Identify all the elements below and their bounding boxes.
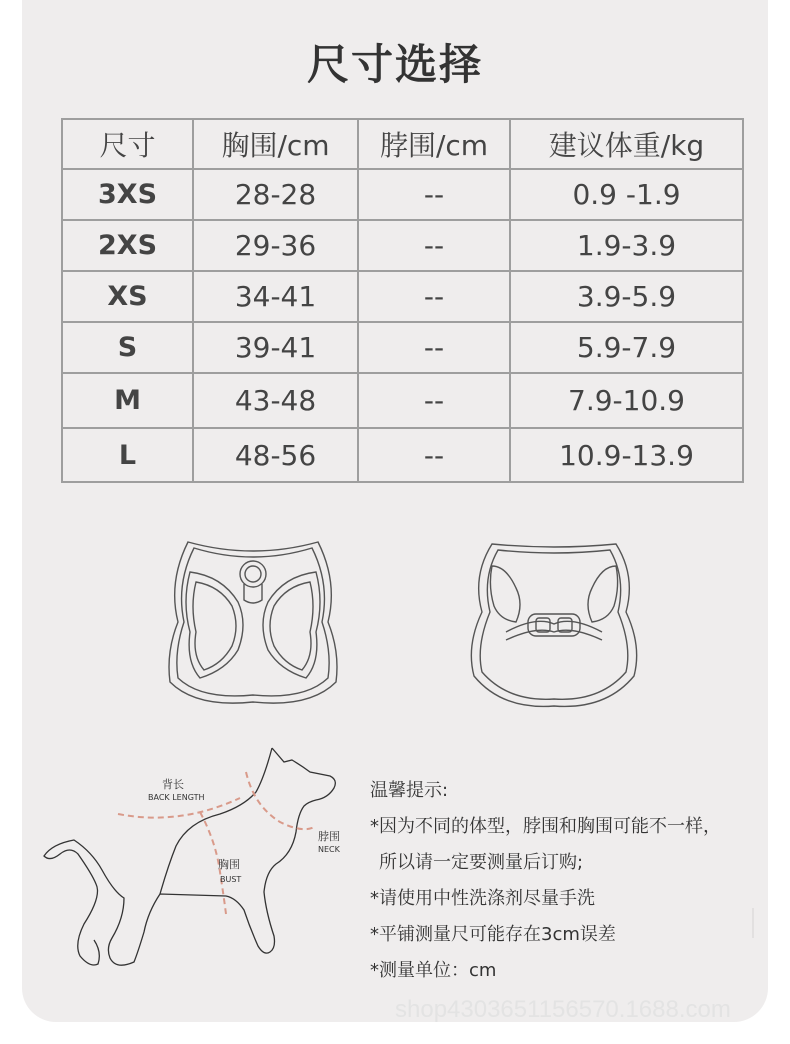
cell-size: M bbox=[62, 373, 193, 428]
cell-bust: 43-48 bbox=[193, 373, 358, 428]
cell-bust: 28-28 bbox=[193, 169, 358, 220]
cell-neck: -- bbox=[358, 322, 510, 373]
tip-line: *请使用中性洗涤剂尽量手洗 bbox=[370, 888, 595, 909]
cell-weight: 0.9 -1.9 bbox=[510, 169, 743, 220]
table-row bbox=[62, 169, 743, 220]
cell-bust: 34-41 bbox=[193, 271, 358, 322]
tips-block bbox=[370, 776, 770, 992]
neck-label: 脖围 bbox=[318, 830, 340, 843]
bust-label: 胸围 bbox=[218, 858, 240, 871]
table-row bbox=[62, 322, 743, 373]
cell-size: XS bbox=[62, 271, 193, 322]
back-length-en-label: BACK LENGTH bbox=[148, 793, 205, 802]
bust-en-label: BUST bbox=[220, 875, 242, 884]
tips-heading: 温馨提示: bbox=[370, 780, 449, 801]
size-table bbox=[61, 118, 744, 483]
cell-size: S bbox=[62, 322, 193, 373]
harness-front-illustration bbox=[160, 532, 346, 710]
cell-size: 3XS bbox=[62, 169, 193, 220]
cell-bust: 48-56 bbox=[193, 428, 358, 482]
table-row bbox=[62, 428, 743, 482]
cell-neck: -- bbox=[358, 271, 510, 322]
tip-line: 所以请一定要测量后订购; bbox=[379, 852, 584, 873]
cell-bust: 39-41 bbox=[193, 322, 358, 373]
dog-measurement-diagram bbox=[40, 742, 350, 992]
header-size: 尺寸 bbox=[62, 119, 193, 169]
cell-size: 2XS bbox=[62, 220, 193, 271]
tip-line: *因为不同的体型，脖围和胸围可能不一样， bbox=[370, 816, 721, 837]
cell-neck: -- bbox=[358, 220, 510, 271]
table-row bbox=[62, 373, 743, 428]
harness-back-illustration bbox=[466, 536, 642, 712]
table-row bbox=[62, 271, 743, 322]
cell-bust: 29-36 bbox=[193, 220, 358, 271]
cell-weight: 10.9-13.9 bbox=[510, 428, 743, 482]
cell-weight: 5.9-7.9 bbox=[510, 322, 743, 373]
table-row bbox=[62, 220, 743, 271]
page-title: 尺寸选择 bbox=[306, 40, 483, 89]
header-weight: 建议体重/kg bbox=[510, 119, 743, 169]
cell-weight: 7.9-10.9 bbox=[510, 373, 743, 428]
cell-neck: -- bbox=[358, 428, 510, 482]
back-length-label: 背长 bbox=[162, 778, 184, 791]
watermark: shop4303651156570.1688.com bbox=[395, 996, 731, 1023]
cell-weight: 3.9-5.9 bbox=[510, 271, 743, 322]
header-neck: 脖围/cm bbox=[358, 119, 510, 169]
decorative-divider bbox=[752, 908, 754, 938]
header-bust: 胸围/cm bbox=[193, 119, 358, 169]
tip-line: *测量单位：cm bbox=[370, 960, 497, 981]
cell-neck: -- bbox=[358, 373, 510, 428]
tip-line: *平铺测量尺可能存在3cm误差 bbox=[370, 924, 616, 945]
cell-size: L bbox=[62, 428, 193, 482]
cell-weight: 1.9-3.9 bbox=[510, 220, 743, 271]
cell-neck: -- bbox=[358, 169, 510, 220]
table-header-row bbox=[62, 119, 743, 169]
neck-en-label: NECK bbox=[318, 845, 340, 854]
